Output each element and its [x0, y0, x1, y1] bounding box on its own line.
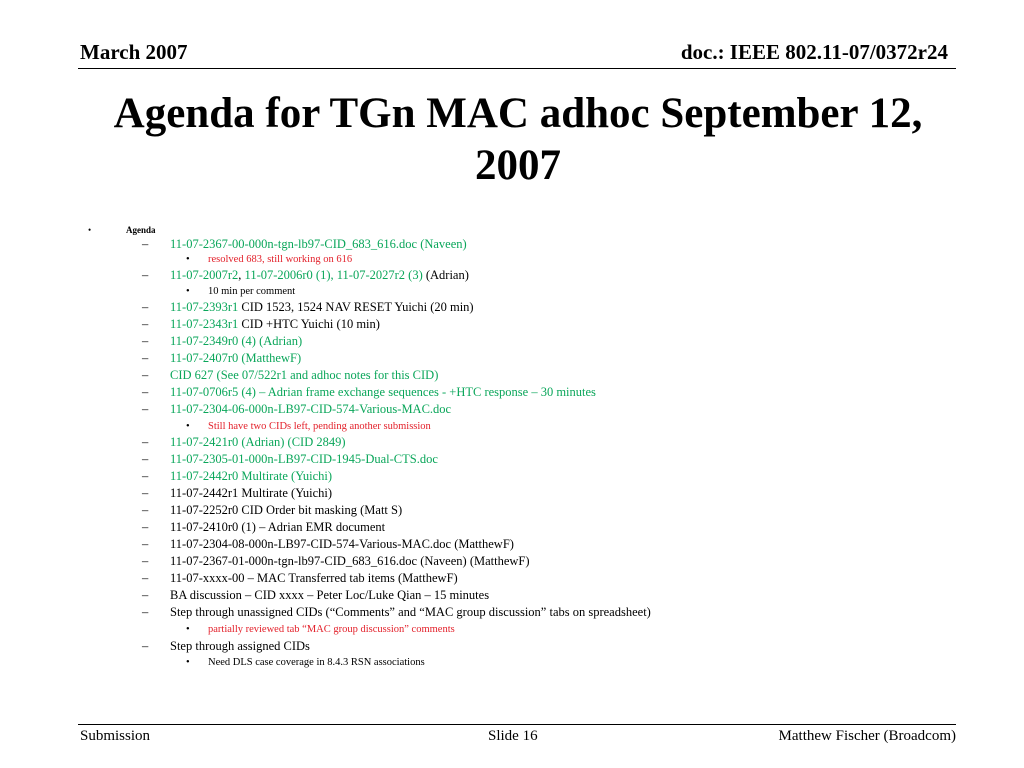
agenda-item [170, 469, 332, 484]
agenda-item [170, 520, 385, 535]
dash-marker: – [142, 639, 149, 653]
agenda-text-segment: 11-07-2252r0 CID Order bit masking (Matt S) [170, 503, 403, 517]
agenda-subitem [208, 655, 425, 670]
dash-marker: – [142, 554, 149, 568]
agenda-item [170, 351, 301, 366]
bullet-marker: • [186, 624, 190, 635]
agenda-text-segment: 11-07-2304-08-000n-LB97-CID-574-Various-MAC.doc (MatthewF) [170, 537, 514, 551]
agenda-item [170, 571, 458, 586]
dash-marker: – [142, 588, 149, 602]
dash-marker: – [142, 385, 149, 399]
agenda-item [170, 639, 310, 654]
bullet-marker: • [186, 254, 190, 265]
bullet-marker: • [186, 286, 190, 297]
agenda-text-segment: partially reviewed tab “MAC group discussion” comments [208, 624, 455, 635]
dash-marker: – [142, 520, 149, 534]
dash-marker: – [142, 317, 149, 331]
dash-marker: – [142, 268, 149, 282]
footer-slide-number: Slide 16 [488, 728, 538, 744]
agenda-subitem [208, 252, 352, 267]
agenda-text-segment[interactable]: CID 627 (See 07/522r1 and adhoc notes for this CID) [170, 368, 439, 382]
footer-divider [78, 724, 956, 725]
agenda-text-segment: 11-07-xxxx-00 – MAC Transferred tab items (MatthewF) [170, 571, 458, 585]
agenda-item [170, 486, 332, 501]
agenda-text-segment: BA discussion – CID xxxx – Peter Loc/Luke Qian – 15 minutes [170, 588, 490, 602]
agenda-item [170, 317, 380, 332]
dash-marker: – [142, 605, 149, 619]
agenda-text-segment: (Adrian) [422, 268, 469, 282]
agenda-text-segment[interactable]: 11-07-2007r2 [170, 268, 239, 282]
agenda-item [170, 334, 302, 349]
dash-marker: – [142, 402, 149, 416]
agenda-subitem [208, 419, 431, 434]
agenda-text-segment: 11-07-2367-01-000n-tgn-lb97-CID_683_616.doc (Naveen) (MatthewF) [170, 554, 530, 568]
agenda-text-segment[interactable]: 11-07-2304-06-000n-LB97-CID-574-Various-MAC.doc [170, 402, 452, 416]
agenda-text-segment: CID +HTC Yuichi (10 min) [238, 317, 380, 331]
dash-marker: – [142, 537, 149, 551]
agenda-bullet: • [88, 225, 92, 235]
agenda-text-segment[interactable]: 11-07-2305-01-000n-LB97-CID-1945-Dual-CTS.doc [170, 452, 438, 466]
dash-marker: – [142, 503, 149, 517]
agenda-item [170, 605, 651, 620]
agenda-text-segment[interactable]: 11-07-0706r5 (4) – Adrian frame exchange sequences - +HTC response – 30 minutes [170, 385, 596, 399]
dash-marker: – [142, 237, 149, 251]
header-doc-id: doc.: IEEE 802.11-07/0372r24 [680, 40, 948, 64]
dash-marker: – [142, 351, 149, 365]
agenda-text-segment[interactable]: 11-07-2006r0 (1), 11-07-2027r2 (3) [244, 268, 423, 282]
agenda-subitem [208, 284, 295, 299]
agenda-item [170, 435, 346, 450]
agenda-text-segment: resolved 683, still working on 616 [208, 254, 353, 265]
agenda-item [170, 554, 530, 569]
dash-marker: – [142, 469, 149, 483]
agenda-text-segment: CID 1523, 1524 NAV RESET Yuichi (20 min) [238, 300, 474, 314]
dash-marker: – [142, 452, 149, 466]
agenda-text-segment[interactable]: 11-07-2343r1 [170, 317, 239, 331]
slide-title: Agenda for TGn MAC adhoc September 12, 2007 [113, 90, 923, 189]
bullet-marker: • [186, 421, 190, 432]
footer-author: Matthew Fischer (Broadcom) [778, 728, 956, 744]
agenda-text-segment: Still have two CIDs left, pending another submission [208, 421, 431, 432]
agenda-text-segment: 11-07-2442r1 Multirate (Yuichi) [170, 486, 332, 500]
agenda-text-segment[interactable]: 11-07-2421r0 (Adrian) (CID 2849) [170, 435, 346, 449]
agenda-text-segment[interactable]: 11-07-2349r0 (4) (Adrian) [170, 334, 303, 348]
dash-marker: – [142, 486, 149, 500]
agenda-item [170, 385, 596, 400]
agenda-item [170, 402, 451, 417]
agenda-text-segment: Step through assigned CIDs [170, 639, 310, 653]
agenda-item [170, 503, 402, 518]
agenda-subitem [208, 622, 455, 637]
dash-marker: – [142, 368, 149, 382]
dash-marker: – [142, 300, 149, 314]
agenda-text-segment[interactable]: 11-07-2407r0 (MatthewF) [170, 351, 302, 365]
agenda-item [170, 237, 467, 252]
agenda-item [170, 452, 438, 467]
bullet-marker: • [186, 657, 190, 668]
agenda-text-segment[interactable]: 11-07-2393r1 [170, 300, 239, 314]
agenda-text-segment[interactable]: 11-07-2442r0 Multirate (Yuichi) [170, 469, 332, 483]
agenda-item [170, 588, 489, 603]
dash-marker: – [142, 435, 149, 449]
dash-marker: – [142, 571, 149, 585]
agenda-item [170, 537, 514, 552]
agenda-heading: Agenda [126, 225, 156, 235]
agenda-item [170, 300, 474, 315]
agenda-text-segment: , [238, 268, 245, 282]
agenda-text-segment[interactable]: 11-07-2367-00-000n-tgn-lb97-CID_683_616.doc (Naveen) [170, 237, 467, 251]
agenda-item [170, 368, 438, 383]
agenda-text-segment: 10 min per comment [208, 286, 296, 297]
agenda-text-segment: Need DLS case coverage in 8.4.3 RSN associations [208, 657, 425, 668]
header-date: March 2007 [80, 40, 188, 64]
agenda-item [170, 268, 469, 283]
dash-marker: – [142, 334, 149, 348]
agenda-text-segment: Step through unassigned CIDs (“Comments” and “MAC group discussion” tabs on spreadsheet) [170, 605, 651, 619]
footer-submission: Submission [80, 728, 151, 744]
agenda-text-segment: 11-07-2410r0 (1) – Adrian EMR document [170, 520, 386, 534]
